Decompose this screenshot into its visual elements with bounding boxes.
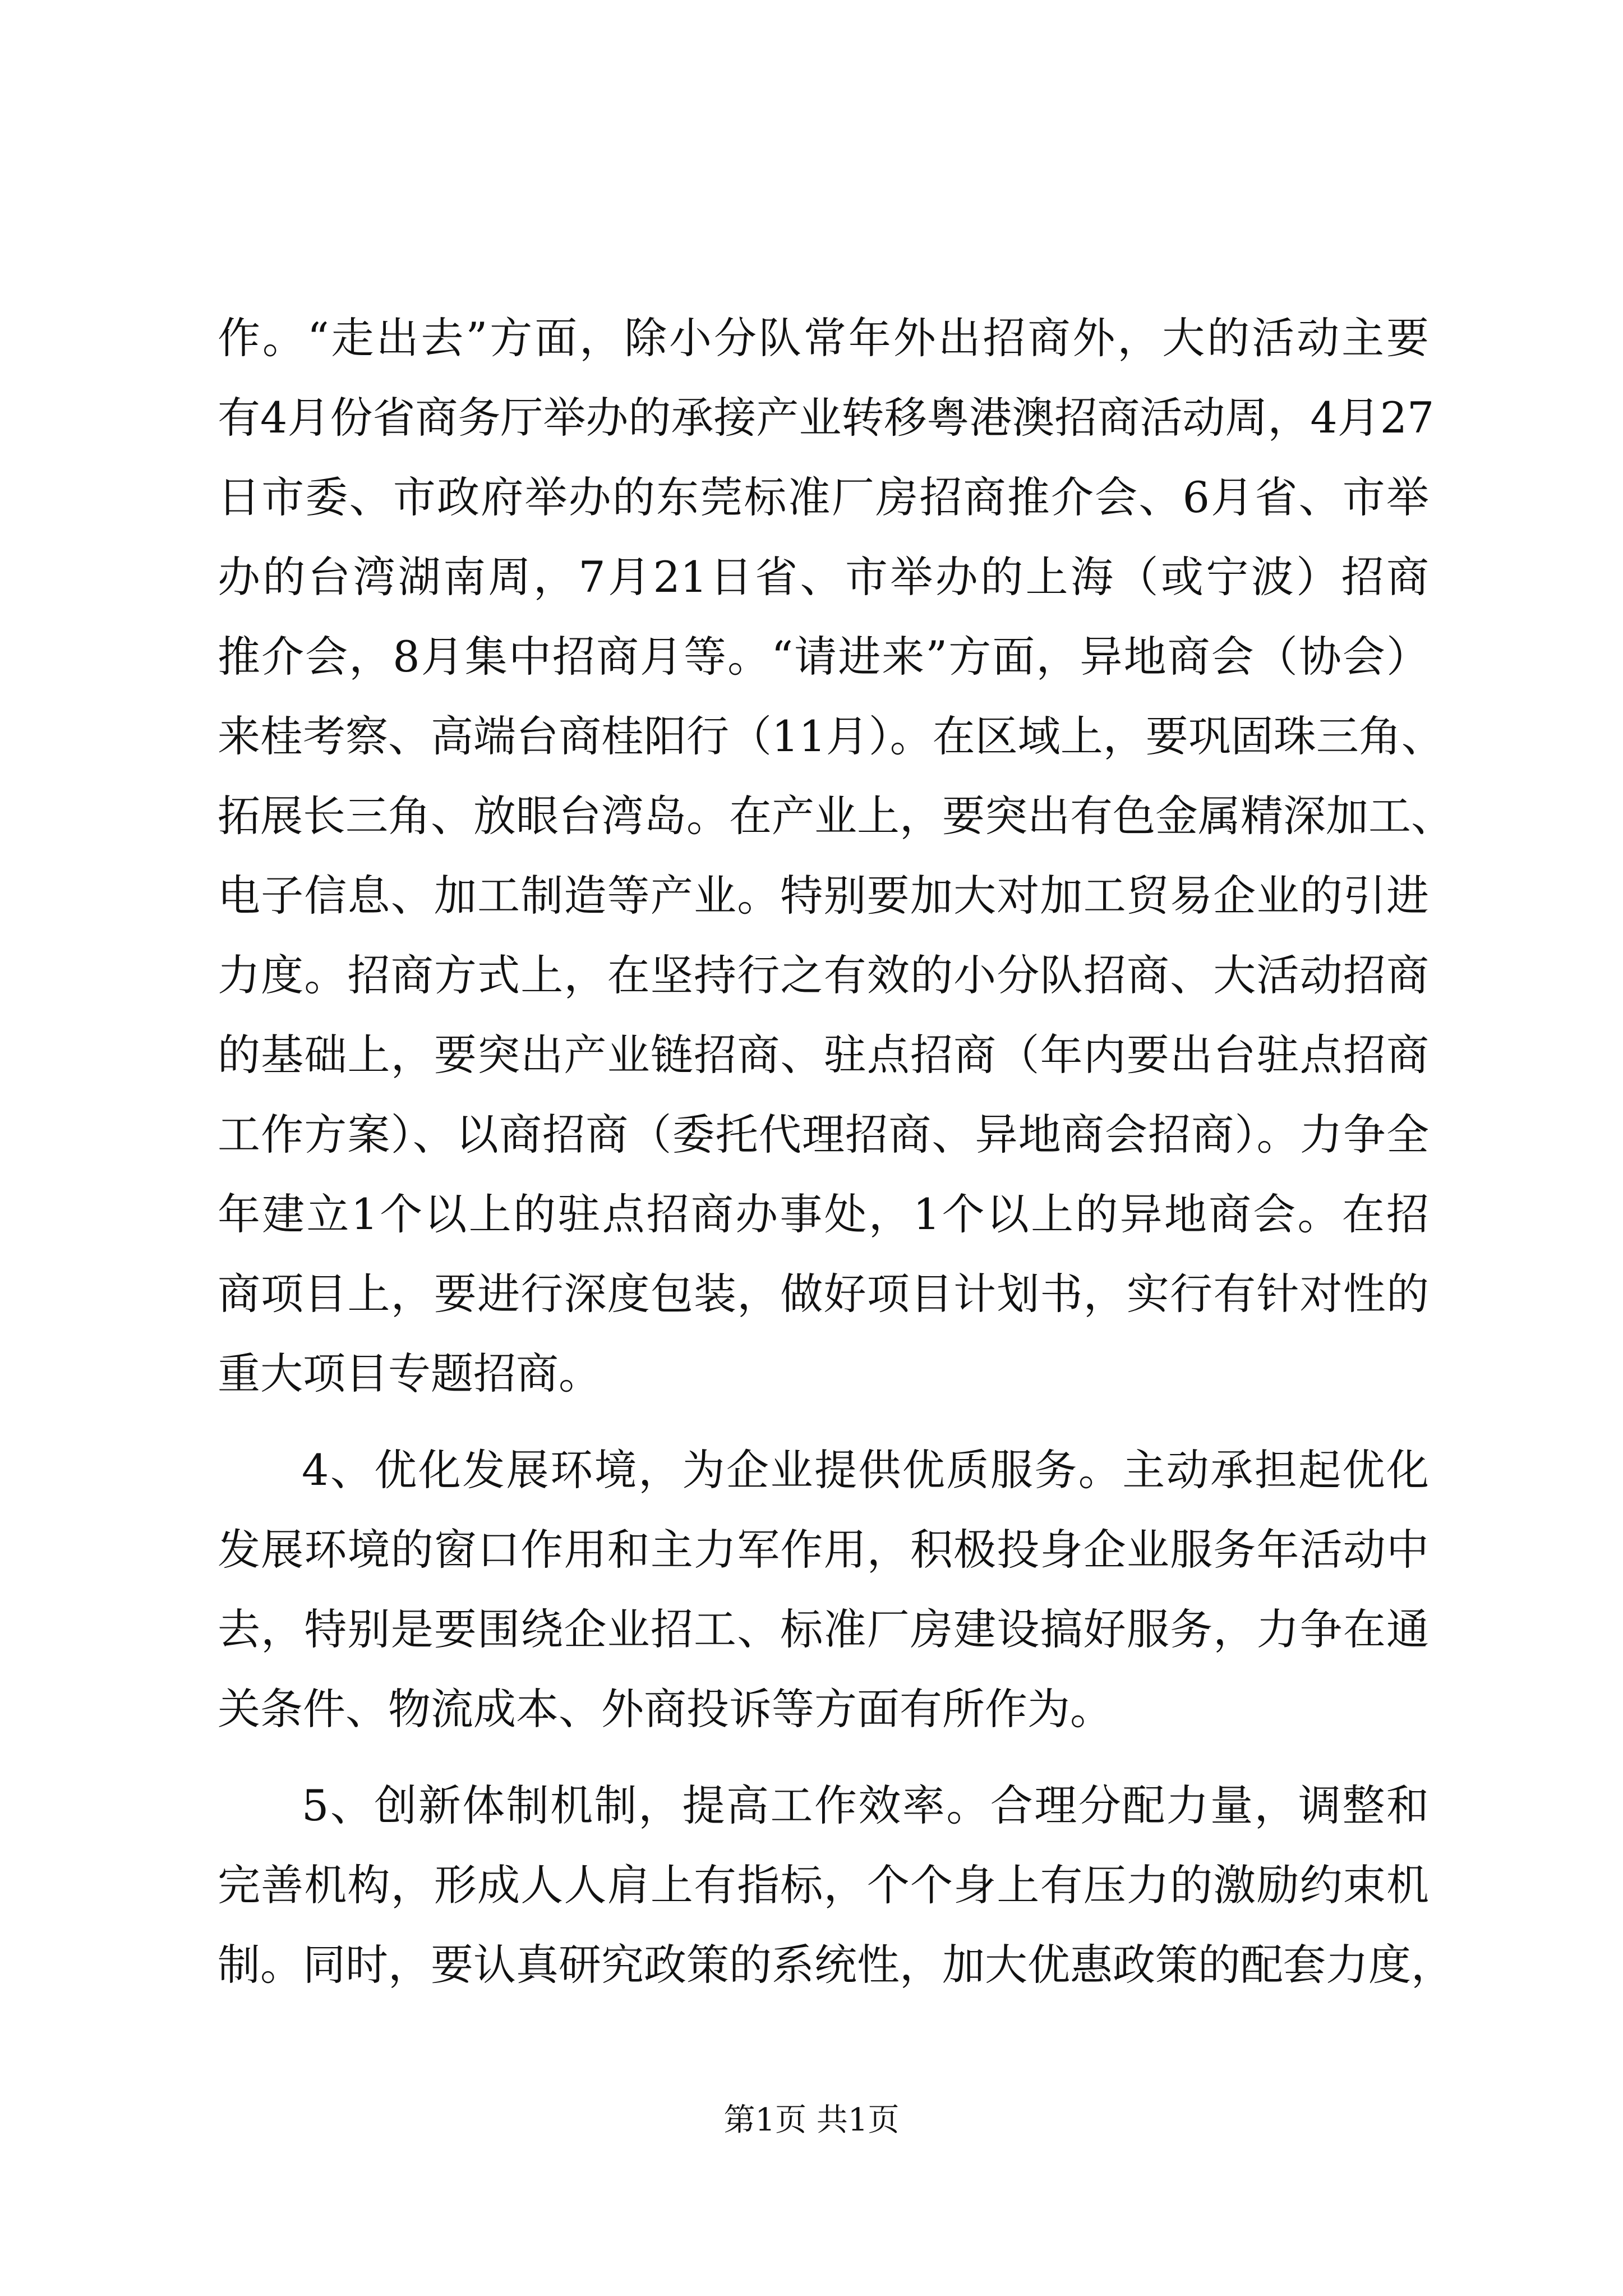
- text-line: 工作方案）、以商招商（委托代理招商、异地商会招商）。力争全: [218, 1110, 1429, 1159]
- paragraph-5: [218, 1766, 1454, 2005]
- text-line: 办的台湾湖南周，7月21日省、市举办的上海（或宁波）招商: [218, 552, 1429, 602]
- text-line: 重大项目专题招商。: [218, 1349, 601, 1398]
- text-line: 年建立1个以上的驻点招商办事处，1个以上的异地商会。在招: [218, 1189, 1429, 1239]
- text-line: 电子信息、加工制造等产业。特别要加大对加工贸易企业的引进: [218, 871, 1429, 921]
- paragraph-spacer: [218, 1414, 1429, 1430]
- paragraph-3-continued: [218, 298, 1454, 1414]
- document-body: [218, 298, 1454, 2005]
- text-line: 关条件、物流成本、外商投诉等方面有所作为。: [218, 1684, 1113, 1734]
- text-line: 推介会，8月集中招商月等。“请进来”方面，异地商会（协会）: [218, 632, 1429, 682]
- text-line: 的基础上，要突出产业链招商、驻点招商（年内要出台驻点招商: [218, 1030, 1429, 1080]
- text-line: 制。同时，要认真研究政策的系统性，加大优惠政策的配套力度，: [218, 1940, 1454, 1990]
- text-line: 日市委、市政府举办的东莞标准厂房招商推介会、6月省、市举: [218, 472, 1429, 522]
- text-line: 5、创新体制机制，提高工作效率。合理分配力量，调整和: [302, 1780, 1429, 1830]
- text-line: 力度。招商方式上，在坚持行之有效的小分队招商、大活动招商: [218, 950, 1429, 1000]
- page-number-label: 第1页 共1页: [723, 2102, 900, 2138]
- text-line: 发展环境的窗口作用和主力军作用，积极投身企业服务年活动中: [218, 1525, 1429, 1575]
- text-line: 拓展长三角、放眼台湾岛。在产业上，要突出有色金属精深加工、: [218, 791, 1454, 841]
- text-line: 完善机构，形成人人肩上有指标，个个身上有压力的激励约束机: [218, 1860, 1429, 1910]
- text-line: 4、优化发展环境，为企业提供优质服务。主动承担起优化: [302, 1445, 1429, 1495]
- text-line: 有4月份省商务厅举办的承接产业转移粤港澳招商活动周，4月27: [218, 393, 1435, 443]
- text-line: 来桂考察、高端台商桂阳行（11月）。在区域上，要巩固珠三角、: [218, 711, 1444, 761]
- paragraph-4: [218, 1430, 1429, 1749]
- text-line: 作。“走出去”方面，除小分队常年外出招商外，大的活动主要: [218, 313, 1429, 363]
- paragraph-spacer: [218, 1749, 1429, 1766]
- text-line: 去，特别是要围绕企业招工、标准厂房建设搞好服务，力争在通: [218, 1604, 1429, 1654]
- text-line: 商项目上，要进行深度包装，做好项目计划书，实行有针对性的: [218, 1269, 1429, 1319]
- page-footer: [0, 2098, 1623, 2143]
